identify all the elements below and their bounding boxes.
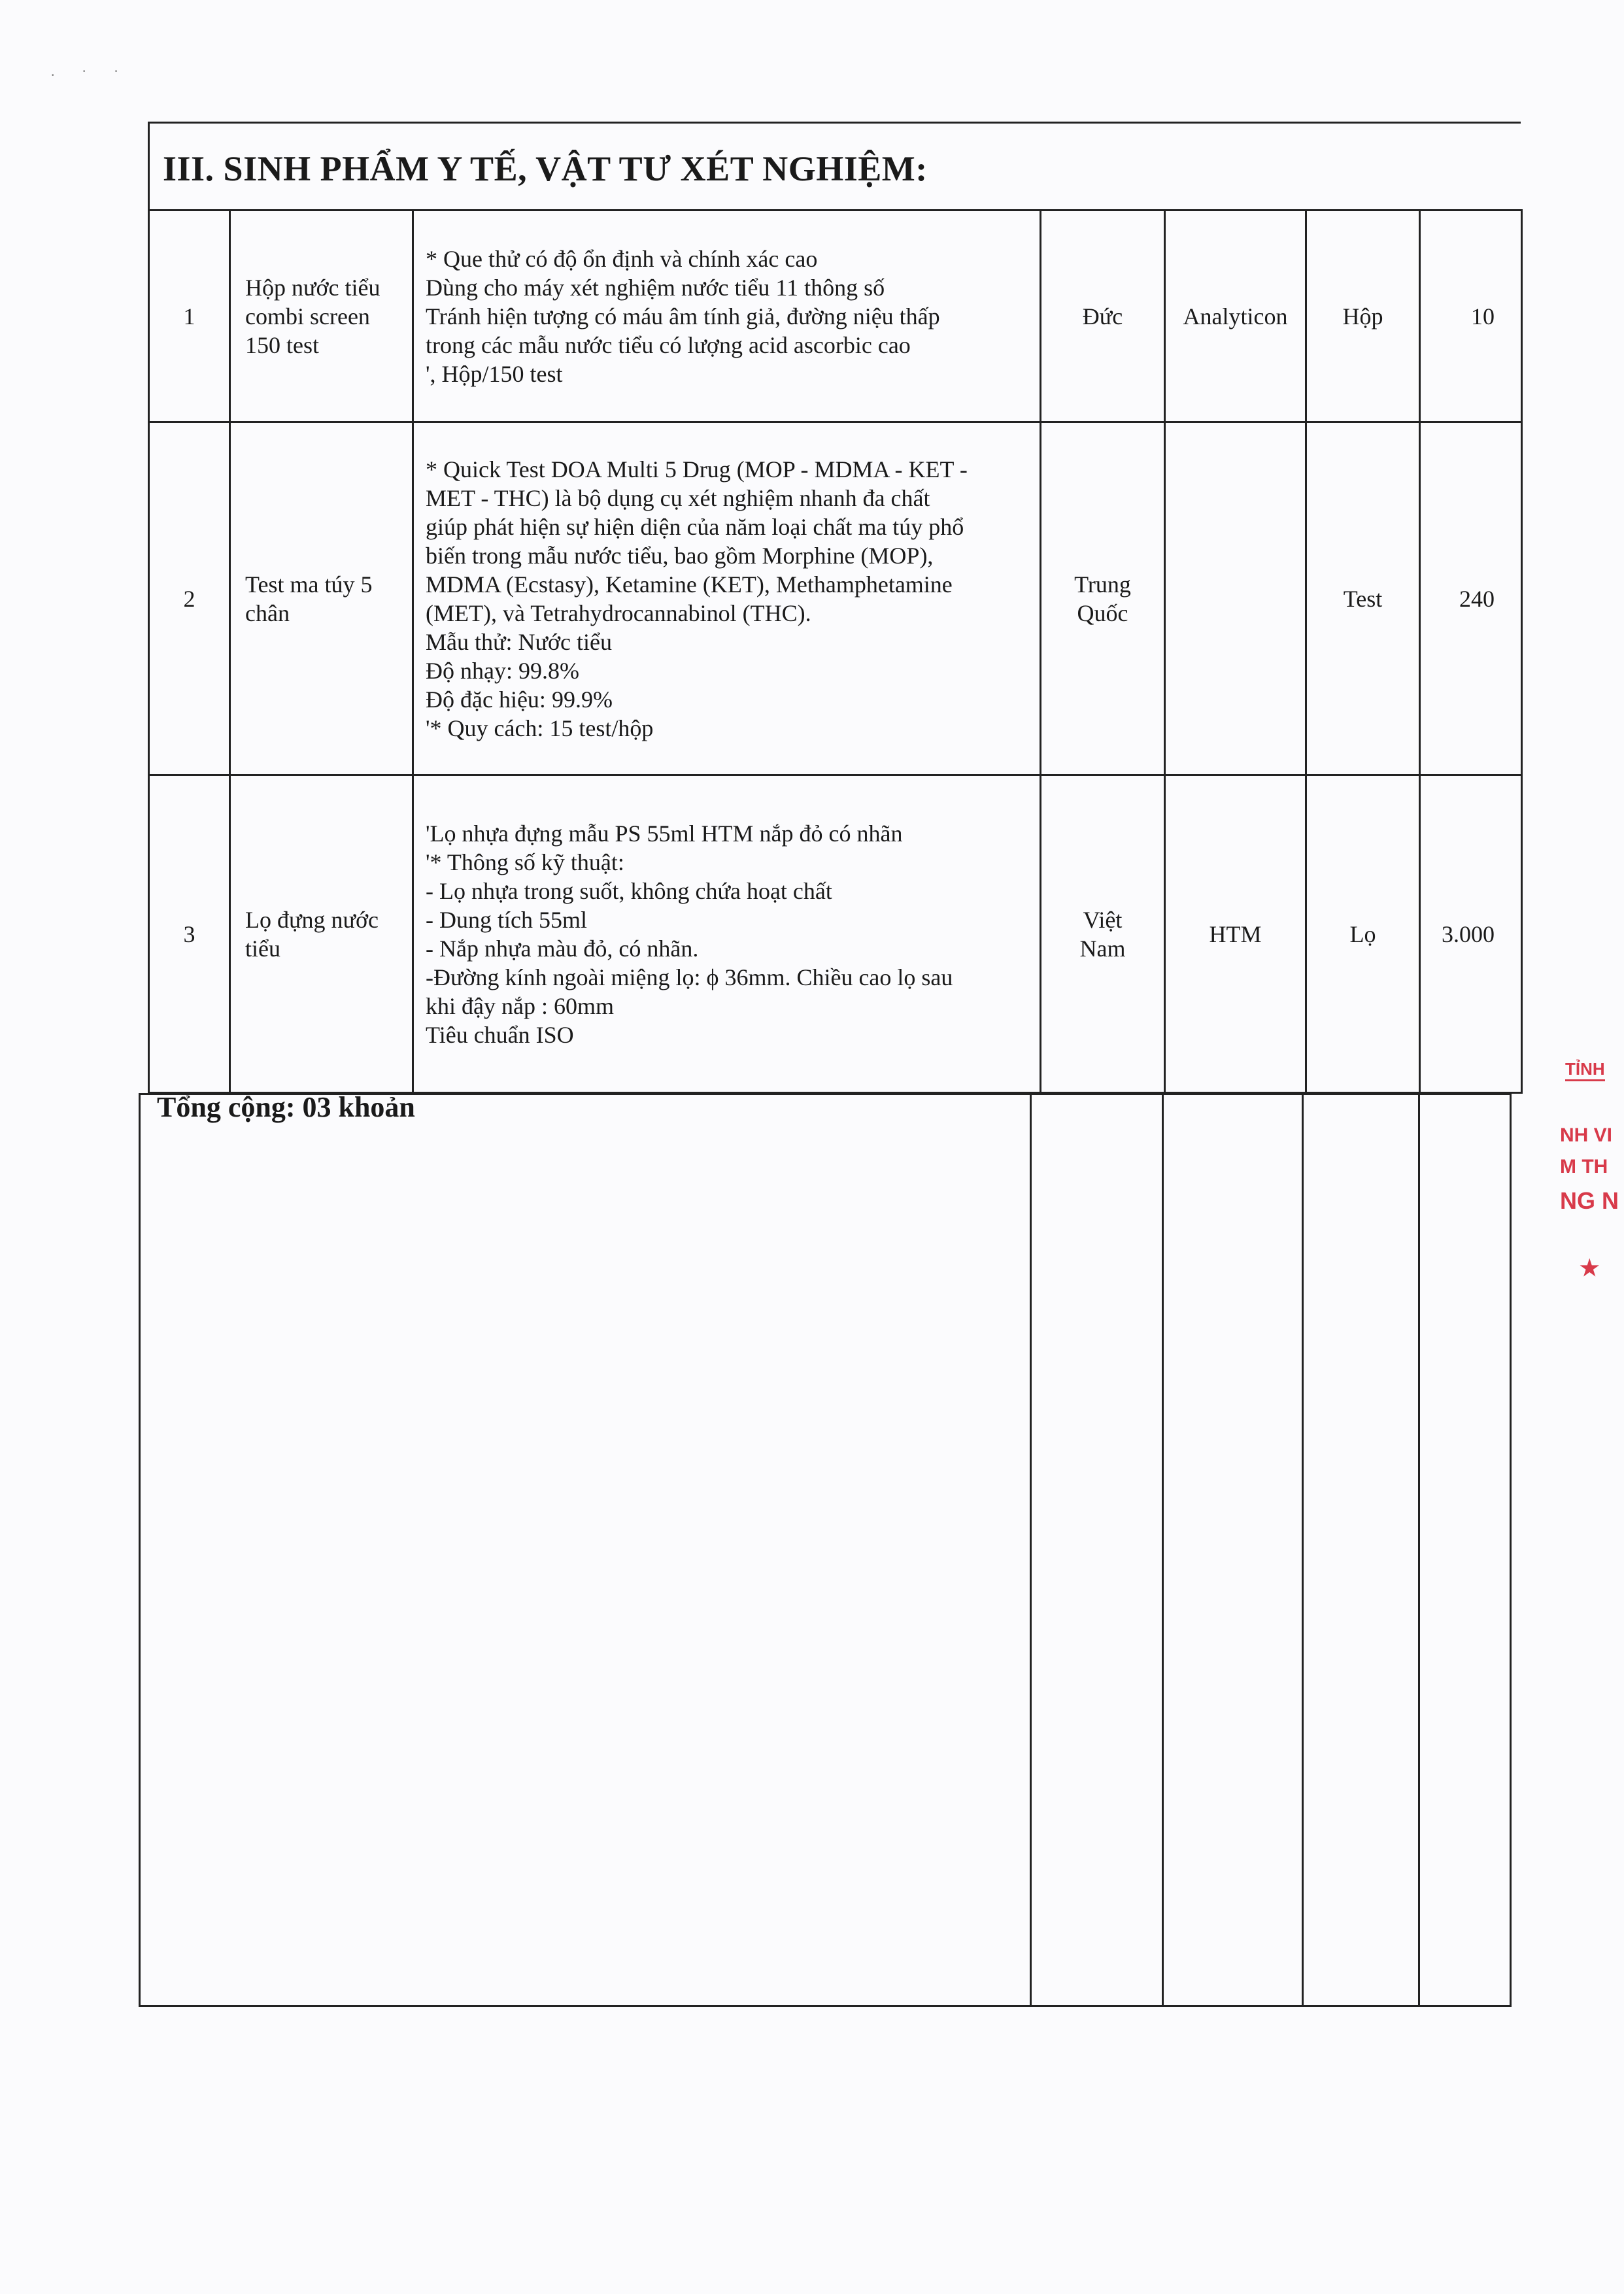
row-number: 1 — [149, 211, 230, 422]
text-line: Tránh hiện tượng có máu âm tính giả, đường niệu thấp — [426, 303, 940, 329]
text-line: ', Hộp/150 test — [426, 360, 563, 387]
row-number: 3 — [149, 775, 230, 1093]
table-row — [149, 775, 1522, 1093]
item-origin — [1041, 211, 1165, 422]
column-divider — [1418, 1095, 1420, 2005]
text-line: 'Lọ nhựa đựng mẫu PS 55ml HTM nắp đỏ có nhãn — [426, 820, 903, 847]
item-quantity: 3.000 — [1420, 775, 1522, 1093]
item-origin — [1041, 422, 1165, 775]
item-name — [230, 211, 413, 422]
text-line: Độ đặc hiệu: 99.9% — [426, 686, 613, 713]
text-line: trong các mẫu nước tiểu có lượng acid ascorbic cao — [426, 331, 911, 358]
text-line: Độ nhạy: 99.8% — [426, 657, 579, 684]
item-name — [230, 422, 413, 775]
stamp-line1: TỈNH — [1565, 1059, 1605, 1081]
column-divider — [1162, 1095, 1164, 2005]
total-label: Tổng cộng: 03 khoản — [157, 1091, 415, 1123]
item-description — [413, 775, 1041, 1093]
item-manufacturer: HTM — [1165, 775, 1306, 1093]
scan-dots: . · · — [51, 63, 131, 79]
stamp-line2: NH VI — [1560, 1124, 1613, 1146]
column-divider — [1030, 1095, 1032, 2005]
item-manufacturer: Analyticon — [1165, 211, 1306, 422]
section-title: III. SINH PHẨM Y TẾ, VẬT TƯ XÉT NGHIỆM: — [163, 149, 928, 188]
item-quantity: 10 — [1420, 211, 1522, 422]
column-divider — [1302, 1095, 1304, 2005]
text-line: Việt — [1083, 906, 1123, 933]
text-line: Hộp nước tiểu — [245, 274, 381, 301]
text-line: Mẫu thử: Nước tiểu — [426, 628, 613, 655]
items-table — [148, 209, 1523, 1094]
text-line: Lọ đựng nước — [245, 906, 379, 933]
text-line: '* Thông số kỹ thuật: — [426, 849, 624, 875]
text-line: giúp phát hiện sự hiện diện của năm loại chất ma túy phổ — [426, 513, 964, 540]
text-line: combi screen — [245, 303, 370, 329]
text-line: biến trong mẫu nước tiểu, bao gồm Morphine (MOP), — [426, 542, 934, 569]
item-description — [413, 422, 1041, 775]
text-line: Test ma túy 5 — [245, 571, 373, 598]
text-line: Dùng cho máy xét nghiệm nước tiểu 11 thông số — [426, 274, 885, 301]
text-line: - Nắp nhựa màu đỏ, có nhãn. — [426, 935, 699, 962]
text-line: khi đậy nắp : 60mm — [426, 992, 614, 1019]
item-origin — [1041, 775, 1165, 1093]
text-line: - Dung tích 55ml — [426, 906, 587, 933]
item-quantity: 240 — [1420, 422, 1522, 775]
stamp-line3: M TH — [1560, 1156, 1608, 1177]
text-line: * Que thử có độ ổn định và chính xác cao — [426, 245, 818, 272]
item-name — [230, 775, 413, 1093]
stamp-line4: NG N — [1560, 1187, 1619, 1214]
text-line: Đức — [1082, 303, 1123, 329]
text-line: (MET), và Tetrahydrocannabinol (THC). — [426, 599, 811, 626]
text-line: Quốc — [1077, 599, 1128, 626]
table-row — [149, 422, 1522, 775]
stamp-star: ★ — [1580, 1256, 1600, 1281]
item-unit: Test — [1306, 422, 1420, 775]
text-line: '* Quy cách: 15 test/hộp — [426, 715, 654, 741]
blank-table-area — [139, 1093, 1512, 2007]
text-line: Nam — [1079, 935, 1126, 962]
row-number: 2 — [149, 422, 230, 775]
text-line: MET - THC) là bộ dụng cụ xét nghiệm nhanh đa chất — [426, 484, 930, 511]
text-line: Tiêu chuẩn ISO — [426, 1021, 574, 1048]
item-unit: Hộp — [1306, 211, 1420, 422]
text-line: MDMA (Ecstasy), Ketamine (KET), Methamphetamine — [426, 571, 953, 598]
text-line: Trung — [1074, 571, 1131, 598]
text-line: 150 test — [245, 331, 319, 358]
section-header — [148, 122, 1521, 211]
text-line: chân — [245, 599, 290, 626]
item-unit: Lọ — [1306, 775, 1420, 1093]
text-line: -Đường kính ngoài miệng lọ: ϕ 36mm. Chiều cao lọ sau — [426, 964, 953, 990]
text-line: tiểu — [245, 935, 280, 962]
item-description — [413, 211, 1041, 422]
red-seal-stamp — [1553, 1046, 1624, 1307]
text-line: - Lọ nhựa trong suốt, không chứa hoạt chất — [426, 877, 832, 904]
item-manufacturer — [1165, 422, 1306, 775]
table-row — [149, 211, 1522, 422]
text-line: * Quick Test DOA Multi 5 Drug (MOP - MDMA - KET - — [426, 456, 968, 482]
